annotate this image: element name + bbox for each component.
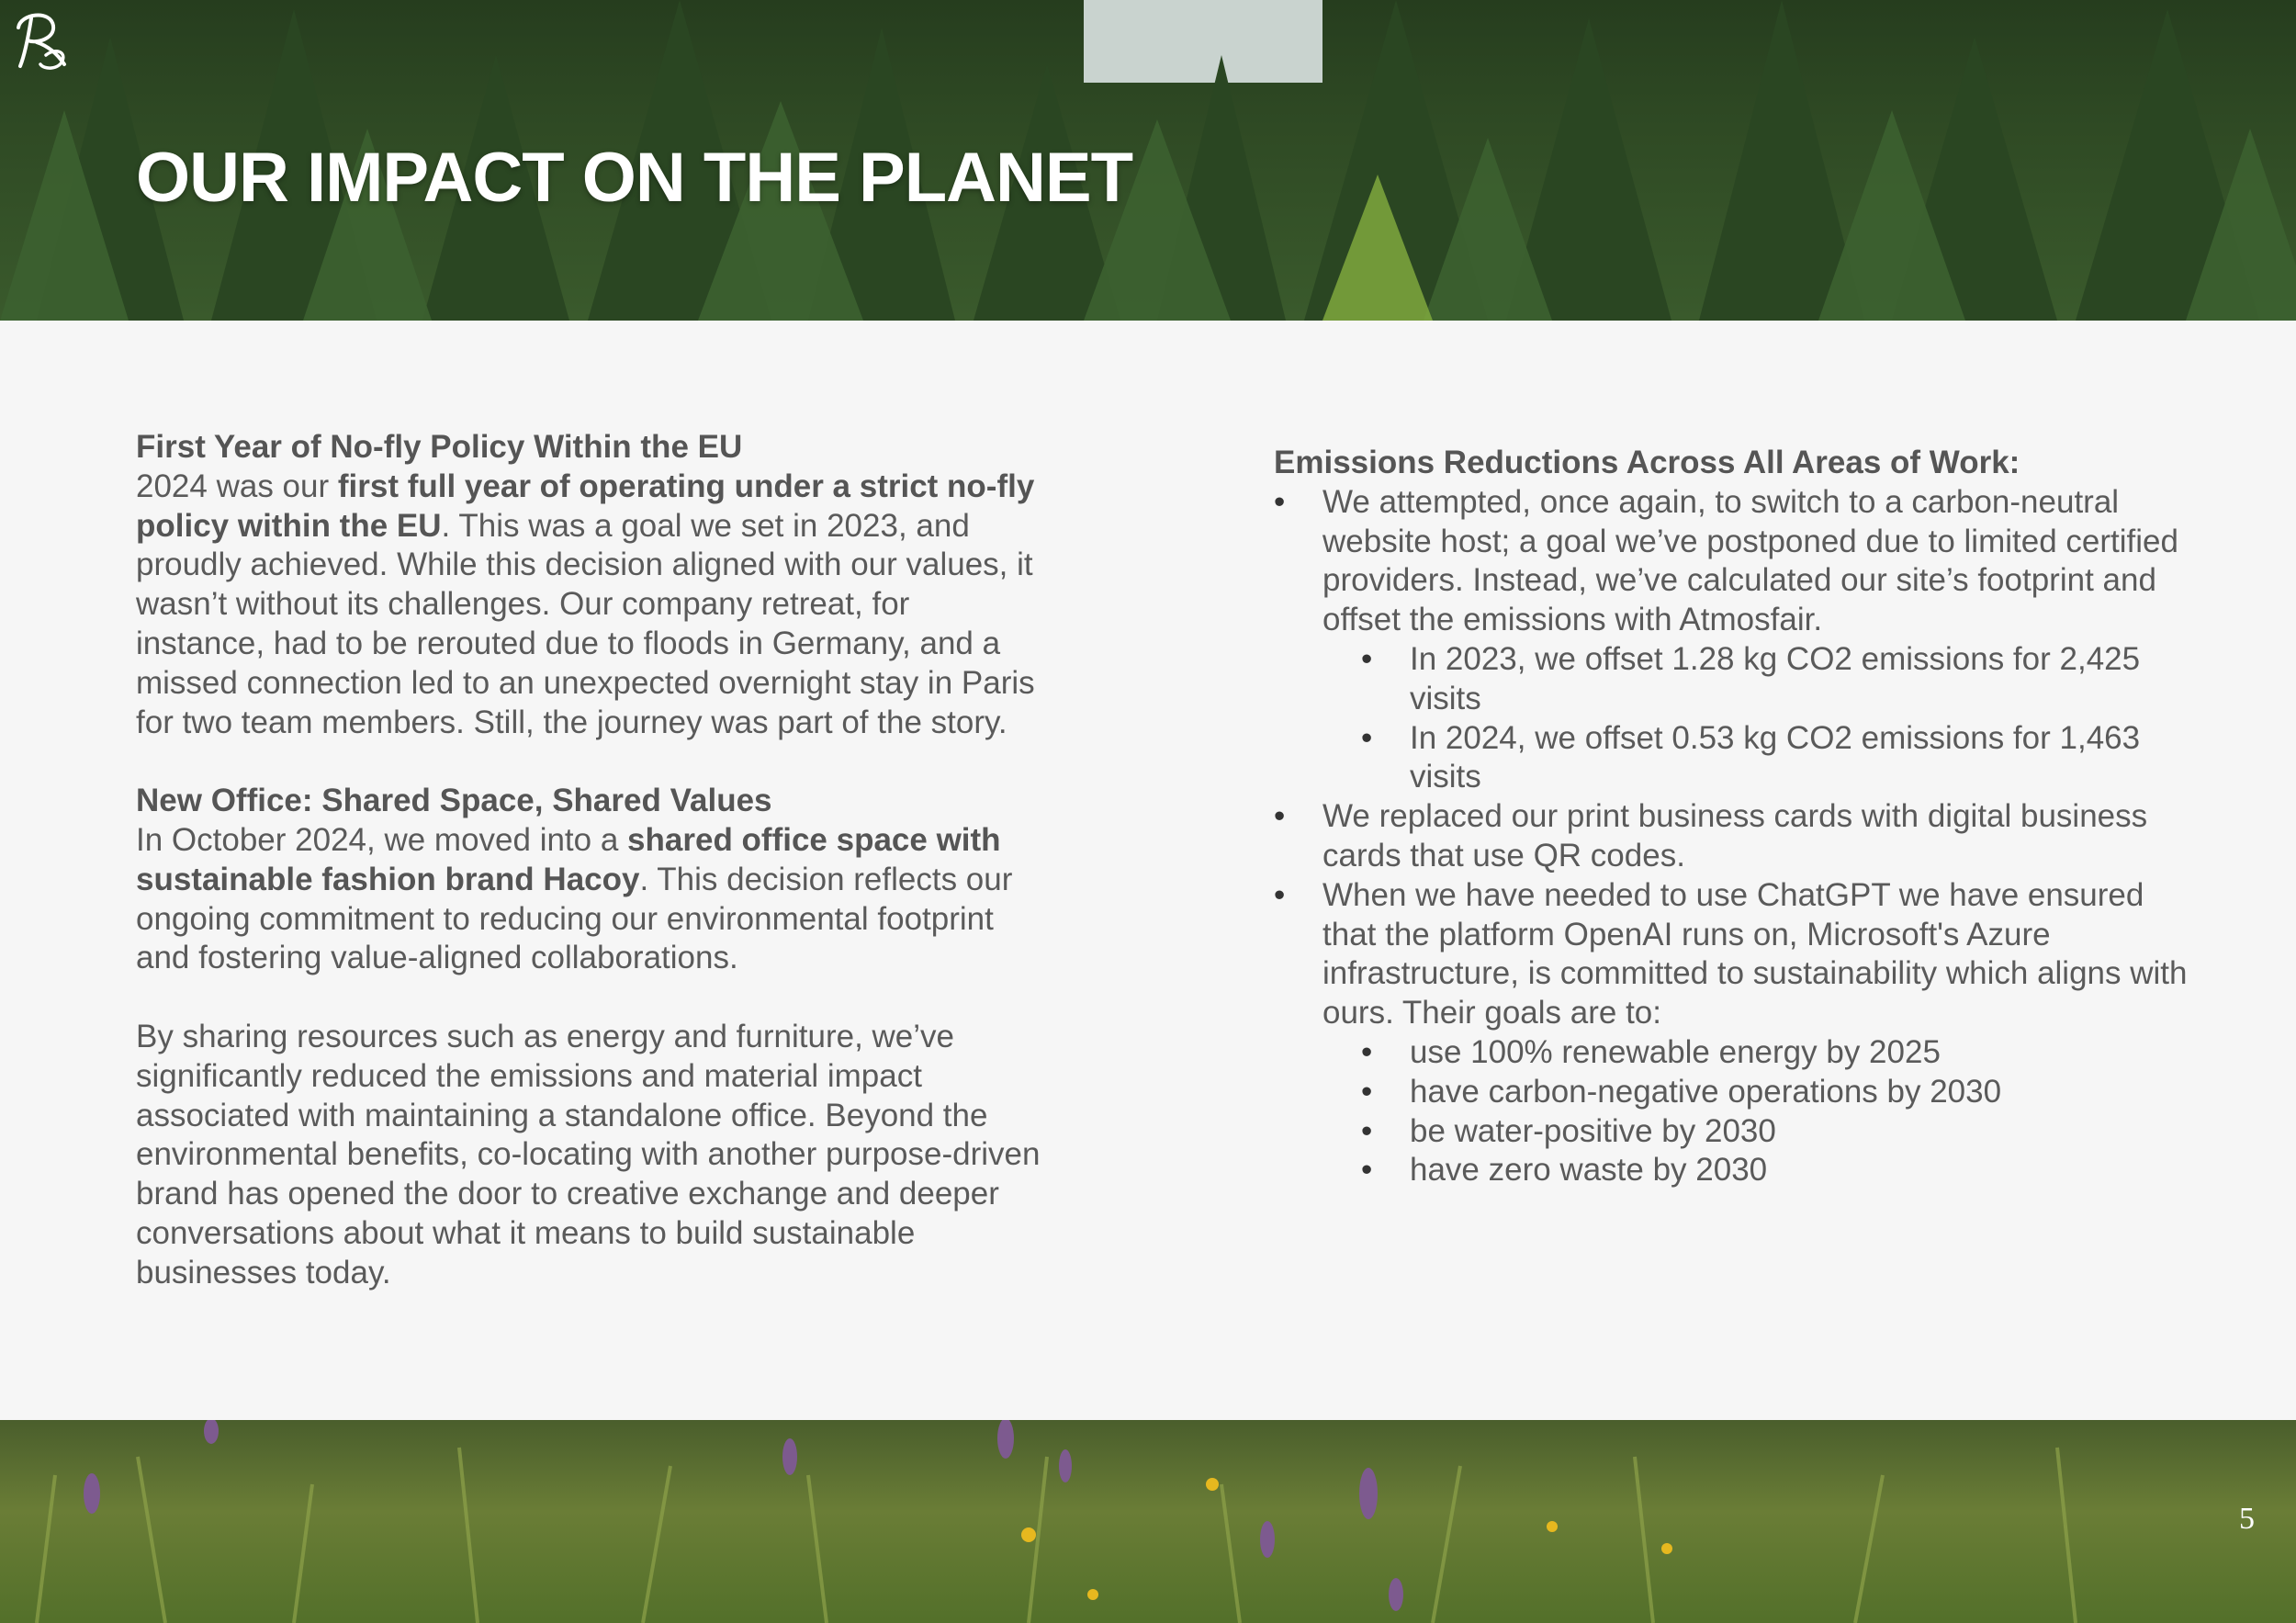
azure-goals-sublist bbox=[1361, 1033, 2192, 1190]
header-forest-image bbox=[0, 0, 2296, 321]
new-office-heading: New Office: Shared Space, Shared Values bbox=[136, 783, 772, 819]
emissions-heading: Emissions Reductions Across All Areas of Work: bbox=[1274, 445, 2020, 480]
new-office-text-c: . This decision reflects our ongoing commitment to reducing our environmental footprint and fostering value-aligned collaborations. bbox=[136, 861, 1013, 976]
no-fly-text-bold: first full year of operating under a strict no-fly policy within the EU bbox=[136, 468, 1035, 544]
new-office-paragraph bbox=[136, 821, 1045, 978]
monogram-logo-icon bbox=[0, 0, 83, 83]
left-column bbox=[136, 428, 1045, 1293]
website-host-text: We attempted, once again, to switch to a carbon-neutral website host; a goal we’ve postponed due to limited certified providers. Instead, we’ve calculated our site’s footprint and offset the emissions with Atmosfair. bbox=[1322, 483, 2178, 638]
list-item bbox=[1274, 483, 2192, 797]
list-item bbox=[1274, 797, 2192, 876]
page-number: 5 bbox=[2239, 1502, 2255, 1536]
list-item bbox=[1274, 876, 2192, 1190]
list-item: • have zero waste by 2030 bbox=[1361, 1151, 2192, 1190]
offset-sublist bbox=[1361, 640, 2192, 797]
list-item: • use 100% renewable energy by 2025 bbox=[1361, 1033, 2192, 1073]
no-fly-heading: First Year of No-fly Policy Within the EU bbox=[136, 429, 743, 465]
list-item: • In 2023, we offset 1.28 kg CO2 emissions for 2,425 visits bbox=[1361, 640, 2192, 719]
no-fly-section bbox=[136, 428, 1045, 742]
no-fly-paragraph bbox=[136, 468, 1045, 743]
right-column bbox=[1274, 444, 2192, 1190]
page-title: OUR IMPACT ON THE PLANET bbox=[136, 139, 1133, 217]
list-item: • have carbon-negative operations by 2030 bbox=[1361, 1073, 2192, 1112]
list-item: • be water-positive by 2030 bbox=[1361, 1112, 2192, 1152]
emissions-list bbox=[1274, 483, 2192, 1190]
no-fly-text-a: 2024 was our bbox=[136, 468, 338, 504]
meadow-illustration bbox=[0, 1420, 2296, 1623]
chatgpt-text: When we have needed to use ChatGPT we have ensured that the platform OpenAI runs on, Microsoft's Azure infrastructure, is committed to sustainability which aligns with ours. Their goals are to: bbox=[1322, 876, 2188, 1031]
no-fly-text-c: . This was a goal we set in 2023, and proudly achieved. While this decision aligned with our values, it wasn’t without its challenges. Our company retreat, for instance, had to be rerouted due to floods in Germany, and a missed connection led to an unexpected overnight stay in Paris for two team members. Still, the journey was part of the story. bbox=[136, 507, 1035, 740]
new-office-text-a: In October 2024, we moved into a bbox=[136, 821, 628, 858]
new-office-section bbox=[136, 782, 1045, 1292]
new-office-text-bold: shared office space with sustainable fashion brand Hacoy bbox=[136, 821, 1001, 897]
shared-resources-paragraph: By sharing resources such as energy and furniture, we’ve significantly reduced the emissions and material impact associated with maintaining a standalone office. Beyond the environmental benefits, co-locating with another purpose-driven brand has opened the door to creative exchange and deeper conversations about what it means to build sustainable businesses today. bbox=[136, 1018, 1041, 1291]
list-item: • In 2024, we offset 0.53 kg CO2 emissions for 1,463 visits bbox=[1361, 719, 2192, 798]
footer-meadow-image bbox=[0, 1420, 2296, 1623]
business-cards-text: We replaced our print business cards with digital business cards that use QR codes. bbox=[1322, 798, 2148, 873]
